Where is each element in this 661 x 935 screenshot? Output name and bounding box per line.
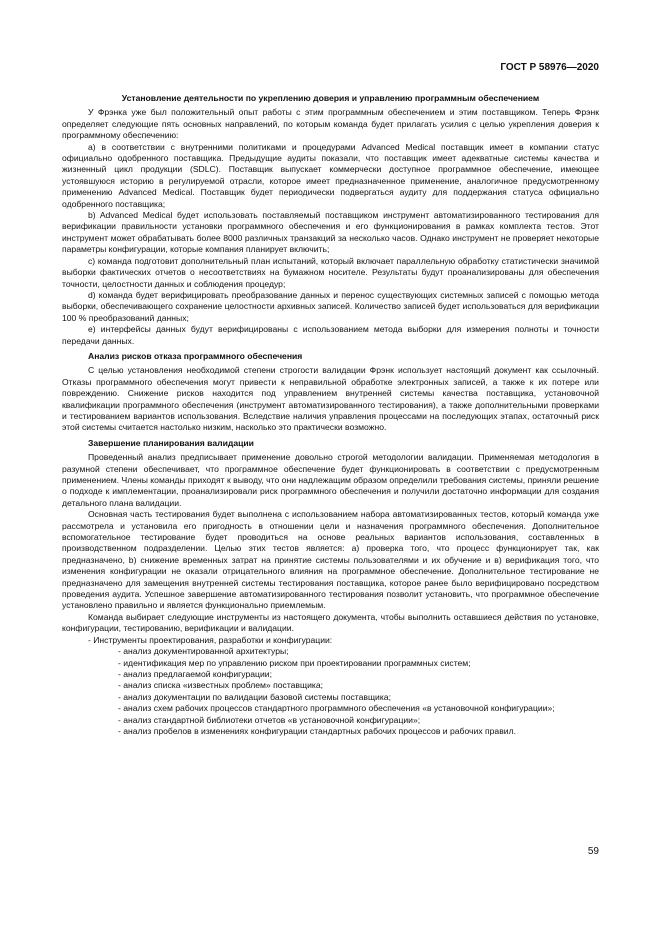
paragraph: Основная часть тестирования будет выполнена с использованием набора автоматизированных тестов, который команда уже рассмотрела и установила его пригодность в отношении цели и назначения программного обеспечения. Дополнительное вспомогательное тестирование будет проводиться на основе реальных вариантов использования, составленных в производственном подразделении. Целью этих тестов является: а) проверка того, что процесс функционирует так, как предназначено, b) снижение временных затрат на принятие системы пользователями и их обучение и в) верификация того, что изменения конфигурации не оказали отрицательного влияния на программное обеспечение. Дополнительное тестирование не предназначено для замещения внутренней системы тестирования поставщика, которое ранее было верифицировано посредством проведения аудита. Успешное завершение автоматизированного тестирования позволит установить, что программное обеспечение установлено правильно и является функционально приемлемым. [62, 509, 599, 611]
list-item: - идентификация мер по управлению риском при проектировании программных систем; [118, 657, 471, 668]
paragraph: b) Advanced Medical будет использовать поставляемый поставщиком инструмент автоматизированного тестирования для верификации правильности установки программного обеспечения и его функционирования в рамках комплекта тестов. Этот инструмент может обрабатывать более 8000 различных транзакций за несколько часов. Однако инструмент не проверяет некоторые параметры конфигурации, которые компания планирует включить; [62, 210, 599, 255]
section-title: Анализ рисков отказа программного обеспечения [88, 350, 303, 361]
section-title: Установление деятельности по укреплению доверия и управлению программным обеспечением [121, 93, 540, 103]
paragraph: d) команда будет верифицировать преобразование данных и перенос существующих системных записей с помощью метода выборки, обеспечивающего сохранение целостности архивных записей. Количество записей будет использоваться для верификации 100 % преобразований данных; [62, 289, 599, 323]
tools-list [62, 635, 599, 738]
list-item: - анализ списка «известных проблем» поставщика; [118, 680, 323, 691]
list-item: - анализ документации по валидации базовой системы поставщика; [118, 691, 391, 702]
paragraph: Проведенный анализ предписывает применение довольно строгой методологии валидации. Применяемая методология в разумной степени обеспечивает, что программное обеспечение будет функционировать в соответствии с предусмотренным применением. Члены команды приходят к выводу, что они надлежащим образом определили требования системы, приняли решение о подходе к имплементации, проанализировали риск программного обеспечения и получили достаточно информации для создания детального плана валидации. [62, 452, 599, 508]
list-item: - анализ стандартной библиотеки отчетов «в установочной конфигурации»; [118, 714, 421, 725]
list-item: - анализ документированной архитектуры; [118, 646, 289, 657]
page-number: 59 [587, 846, 599, 857]
list-item: - анализ предлагаемой конфигурации; [118, 668, 272, 679]
paragraph: У Фрэнка уже был положительный опыт работы с этим программным обеспечением и этим поставщиком. Теперь Фрэнк определяет следующие пять основных направлений, по которым команда будет прилагать усилия с целью укрепления доверия к программному обеспечению: [62, 107, 599, 141]
list-item: - анализ схем рабочих процессов стандартного программного обеспечения «в установочной конфигурации»; [118, 703, 555, 714]
list-item: - анализ пробелов в изменениях конфигурации стандартных рабочих процессов и рабочих правил. [118, 725, 516, 736]
paragraph: c) команда подготовит дополнительный план испытаний, который включает параллельную обработку статистически значимой выборки фактических отчетов о несоответствиях на бумажном носителе. Результаты будут проанализированы для обеспечения точности, целостности данных и соблюдения процедур; [62, 255, 599, 289]
list-heading: - Инструменты проектирования, разработки и конфигурации: [88, 634, 333, 645]
page-content [62, 93, 599, 737]
paragraph: а) в соответствии с внутренними политиками и процедурами Advanced Medical поставщик имеет в компании статус официально одобренного поставщика. Предыдущие аудиты показали, что поставщик имеет адекватные системы качества и жизненный цикл продукции (SDLC). Поставщик выпускает коммерчески доступное программное обеспечение, имеющее устоявшуюся историю в регулируемой отрасли, которое имеет предназначенное применение, аналогичное предусмотренному применению Advanced Medical. Поставщик будет периодически подвергаться аудиту для поддержания статуса официально одобренного поставщика; [62, 141, 599, 209]
document-id: ГОСТ Р 58976—2020 [500, 62, 599, 73]
paragraph: С целью установления необходимой степени строгости валидации Фрэнк использует настоящий документ как ссылочный. Отказы программного обеспечения могут привести к неправильной обработке электронных записей, а также к их потере или повреждению. Снижение рисков находится под управлением внутренней системы качества поставщика, установочной квалификации программного обеспечения (инструмент автоматизированного тестирования), а также дополнительными проверками и тестированием вариантов использования. Вследствие наличия управления процессами на последующих этапах, остаточный риск этой системы считается настолько низким, насколько это практически возможно. [62, 365, 599, 433]
section-title: Завершение планирования валидации [88, 437, 254, 448]
paragraph: e) интерфейсы данных будут верифицированы с использованием метода выборки для измерения полноты и точности передачи данных. [62, 324, 599, 346]
paragraph: Команда выбирает следующие инструменты из настоящего документа, чтобы выполнить оставшиеся действия по установке, конфигурации, тестированию, верификации и валидации. [62, 611, 599, 634]
